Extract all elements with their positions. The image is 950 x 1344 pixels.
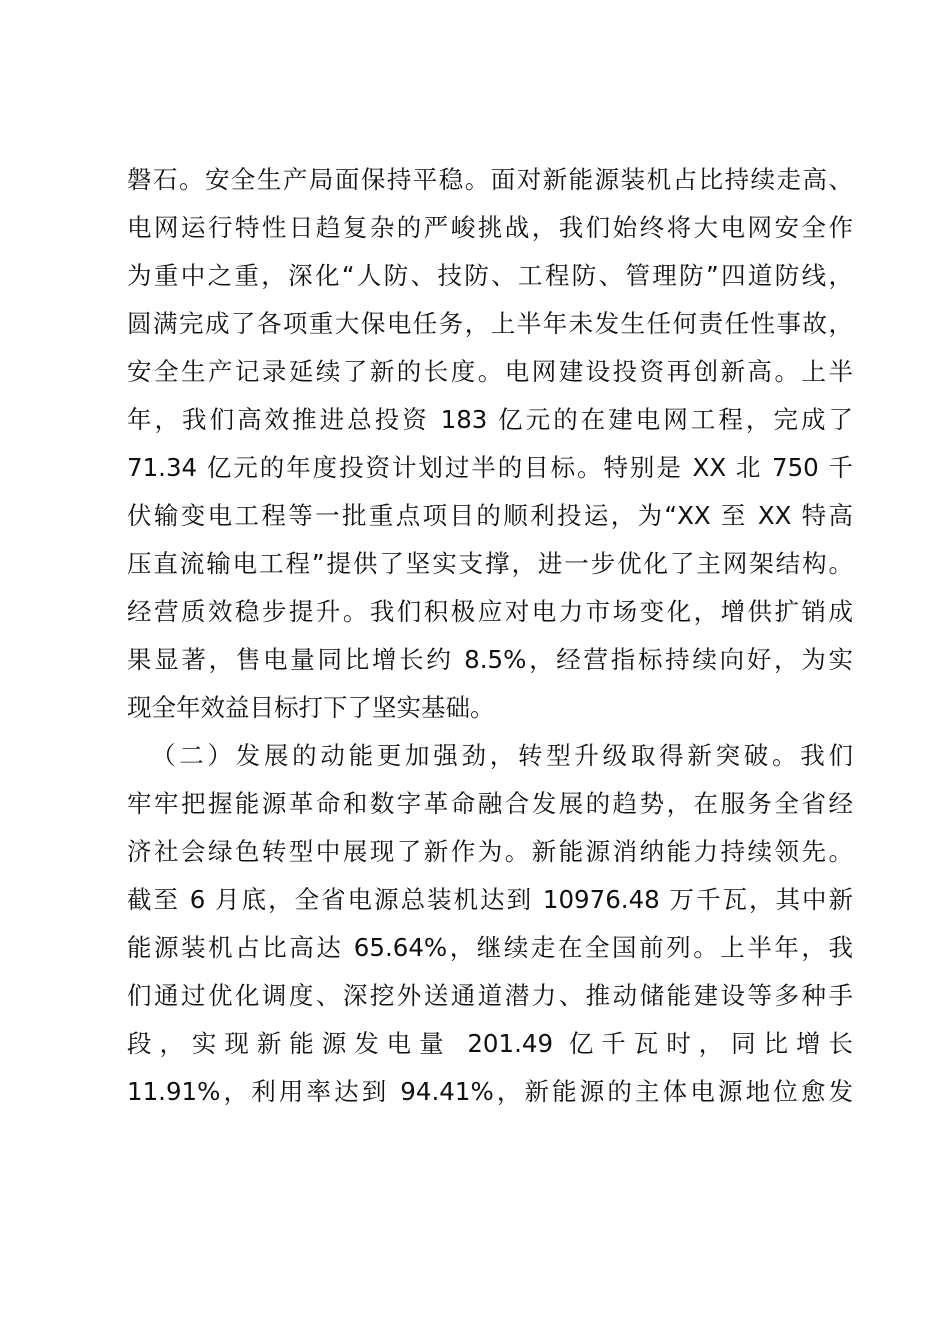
paragraph-line: 现全年效益目标打下了坚实基础。	[127, 693, 495, 722]
paragraph-line: 年，我们高效推进总投资 183 亿元的在建电网工程，完成了	[127, 405, 853, 434]
paragraph-line: 段，实现新能源发电量 201.49 亿千瓦时，同比增长	[127, 1029, 853, 1058]
paragraph-line: 经营质效稳步提升。我们积极应对电力市场变化，增供扩销成	[127, 597, 853, 626]
paragraph-line: 伏输变电工程等一批重点项目的顺利投运，为“XX 至 XX 特高	[127, 501, 853, 530]
paragraph-line: 牢牢把握能源革命和数字革命融合发展的趋势，在服务全省经	[127, 789, 853, 818]
paragraph-line: 安全生产记录延续了新的长度。电网建设投资再创新高。上半	[127, 357, 853, 386]
paragraph-line: 为重中之重，深化“人防、技防、工程防、管理防”四道防线，	[127, 261, 853, 290]
paragraph-line: 果显著，售电量同比增长约 8.5%，经营指标持续向好，为实	[127, 645, 853, 674]
paragraph-line: 电网运行特性日趋复杂的严峻挑战，我们始终将大电网安全作	[127, 213, 853, 242]
paragraph-line: 磐石。安全生产局面保持平稳。面对新能源装机占比持续走高、	[127, 165, 853, 194]
paragraph-line: 能源装机占比高达 65.64%，继续走在全国前列。上半年，我	[127, 933, 853, 962]
paragraph-line: 11.91%，利用率达到 94.41%，新能源的主体电源地位愈发	[127, 1077, 853, 1106]
section-heading-line: （二）发展的动能更加强劲，转型升级取得新突破。我们	[151, 741, 853, 770]
paragraph-line: 们通过优化调度、深挖外送通道潜力、推动储能建设等多种手	[127, 981, 853, 1010]
paragraph-line: 71.34 亿元的年度投资计划过半的目标。特别是 XX 北 750 千	[127, 453, 853, 482]
paragraph-line: 圆满完成了各项重大保电任务，上半年未发生任何责任性事故，	[127, 309, 853, 338]
paragraph-line: 压直流输电工程”提供了坚实支撑，进一步优化了主网架结构。	[127, 549, 853, 578]
paragraph-line: 截至 6 月底，全省电源总装机达到 10976.48 万千瓦，其中新	[127, 885, 853, 914]
paragraph-line: 济社会绿色转型中展现了新作为。新能源消纳能力持续领先。	[127, 837, 853, 866]
